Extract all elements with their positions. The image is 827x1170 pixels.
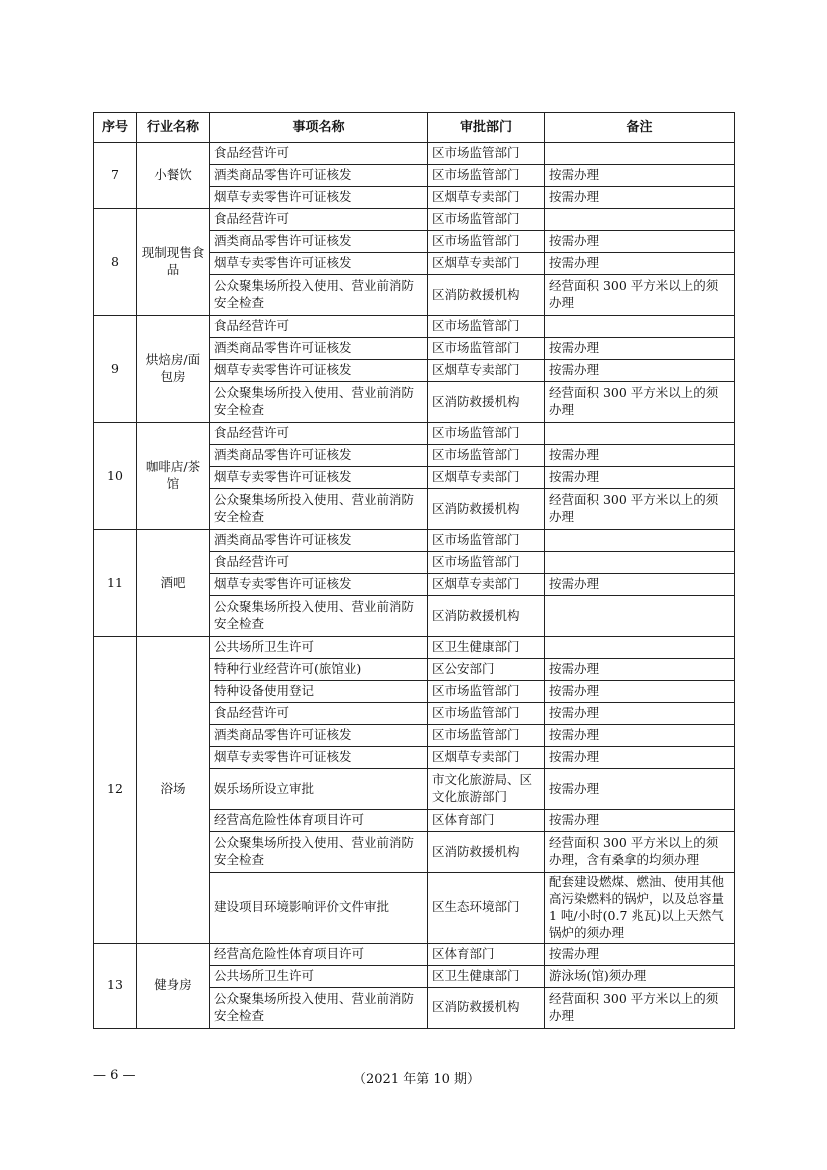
approval-dept-cell: 区市场监管部门 [428, 338, 545, 360]
industry-name-cell: 咖啡店/茶馆 [137, 423, 210, 530]
serial-no-cell: 10 [94, 423, 137, 530]
approval-dept-cell: 区烟草专卖部门 [428, 467, 545, 489]
approval-dept-cell: 区市场监管部门 [428, 530, 545, 552]
item-name-cell: 经营高危险性体育项目许可 [210, 810, 428, 832]
serial-no-cell: 12 [94, 637, 137, 944]
table-row [94, 637, 735, 659]
table-body [94, 143, 735, 1029]
approval-dept-cell: 区烟草专卖部门 [428, 574, 545, 596]
remarks-cell: 按需办理 [545, 360, 735, 382]
remarks-cell: 按需办理 [545, 231, 735, 253]
approval-dept-cell: 区卫生健康部门 [428, 637, 545, 659]
remarks-cell [545, 209, 735, 231]
item-name-cell: 酒类商品零售许可证核发 [210, 445, 428, 467]
approval-dept-cell: 区体育部门 [428, 810, 545, 832]
remarks-cell: 按需办理 [545, 943, 735, 965]
remarks-cell [545, 530, 735, 552]
approval-dept-cell: 区市场监管部门 [428, 165, 545, 187]
item-name-cell: 食品经营许可 [210, 423, 428, 445]
industry-name-cell: 现制现售食品 [137, 209, 210, 316]
item-name-cell: 食品经营许可 [210, 552, 428, 574]
approval-dept-cell: 区烟草专卖部门 [428, 253, 545, 275]
item-name-cell: 公众聚集场所投入使用、营业前消防安全检查 [210, 382, 428, 423]
remarks-cell: 按需办理 [545, 659, 735, 681]
remarks-cell: 按需办理 [545, 810, 735, 832]
remarks-cell: 按需办理 [545, 769, 735, 810]
remarks-cell: 按需办理 [545, 165, 735, 187]
item-name-cell: 烟草专卖零售许可证核发 [210, 574, 428, 596]
table-row [94, 316, 735, 338]
remarks-cell: 按需办理 [545, 725, 735, 747]
approval-dept-cell: 区烟草专卖部门 [428, 360, 545, 382]
item-name-cell: 公众聚集场所投入使用、营业前消防安全检查 [210, 275, 428, 316]
header-row [94, 113, 735, 143]
approval-dept-cell: 区体育部门 [428, 943, 545, 965]
approval-dept-cell: 区市场监管部门 [428, 143, 545, 165]
serial-no-cell: 9 [94, 316, 137, 423]
remarks-cell: 按需办理 [545, 703, 735, 725]
table-header [94, 113, 735, 143]
remarks-cell: 经营面积 300 平方米以上的须办理 [545, 489, 735, 530]
industry-name-cell: 健身房 [137, 943, 210, 1028]
item-name-cell: 酒类商品零售许可证核发 [210, 725, 428, 747]
approval-dept-cell: 区消防救援机构 [428, 987, 545, 1028]
item-name-cell: 酒类商品零售许可证核发 [210, 338, 428, 360]
serial-no-cell: 8 [94, 209, 137, 316]
remarks-cell: 按需办理 [545, 338, 735, 360]
issue-label: （2021 年第 10 期） [353, 1072, 481, 1087]
item-name-cell: 经营高危险性体育项目许可 [210, 943, 428, 965]
approval-items-table [93, 112, 735, 1029]
industry-name-cell: 烘焙房/面包房 [137, 316, 210, 423]
header-approval-dept: 审批部门 [428, 113, 545, 143]
item-name-cell: 烟草专卖零售许可证核发 [210, 187, 428, 209]
serial-no-cell: 11 [94, 530, 137, 637]
approval-dept-cell: 区生态环境部门 [428, 873, 545, 944]
approval-dept-cell: 区市场监管部门 [428, 445, 545, 467]
remarks-cell [545, 637, 735, 659]
industry-name-cell: 小餐饮 [137, 143, 210, 209]
remarks-cell: 经营面积 300 平方米以上的须办理，含有桑拿的均须办理 [545, 832, 735, 873]
header-remarks: 备注 [545, 113, 735, 143]
item-name-cell: 特种行业经营许可(旅馆业) [210, 659, 428, 681]
item-name-cell: 烟草专卖零售许可证核发 [210, 360, 428, 382]
item-name-cell: 公共场所卫生许可 [210, 965, 428, 987]
item-name-cell: 公众聚集场所投入使用、营业前消防安全检查 [210, 987, 428, 1028]
item-name-cell: 公众聚集场所投入使用、营业前消防安全检查 [210, 596, 428, 637]
item-name-cell: 烟草专卖零售许可证核发 [210, 747, 428, 769]
item-name-cell: 烟草专卖零售许可证核发 [210, 253, 428, 275]
remarks-cell: 按需办理 [545, 253, 735, 275]
approval-dept-cell: 区烟草专卖部门 [428, 747, 545, 769]
item-name-cell: 酒类商品零售许可证核发 [210, 530, 428, 552]
item-name-cell: 酒类商品零售许可证核发 [210, 231, 428, 253]
item-name-cell: 酒类商品零售许可证核发 [210, 165, 428, 187]
remarks-cell [545, 423, 735, 445]
item-name-cell: 食品经营许可 [210, 316, 428, 338]
item-name-cell: 公共场所卫生许可 [210, 637, 428, 659]
table-row [94, 530, 735, 552]
table-row [94, 143, 735, 165]
remarks-cell: 配套建设燃煤、燃油、使用其他高污染燃料的锅炉，以及总容量 1 吨/小时(0.7 兆瓦)以上天然气锅炉的须办理 [545, 873, 735, 944]
approval-dept-cell: 区消防救援机构 [428, 596, 545, 637]
approval-dept-cell: 市文化旅游局、区文化旅游部门 [428, 769, 545, 810]
remarks-cell: 按需办理 [545, 747, 735, 769]
table-row [94, 943, 735, 965]
serial-no-cell: 7 [94, 143, 137, 209]
item-name-cell: 食品经营许可 [210, 703, 428, 725]
industry-name-cell: 浴场 [137, 637, 210, 944]
item-name-cell: 娱乐场所设立审批 [210, 769, 428, 810]
remarks-cell: 经营面积 300 平方米以上的须办理 [545, 382, 735, 423]
remarks-cell: 经营面积 300 平方米以上的须办理 [545, 275, 735, 316]
approval-dept-cell: 区卫生健康部门 [428, 965, 545, 987]
item-name-cell: 公众聚集场所投入使用、营业前消防安全检查 [210, 489, 428, 530]
item-name-cell: 公众聚集场所投入使用、营业前消防安全检查 [210, 832, 428, 873]
table-row [94, 423, 735, 445]
remarks-cell: 按需办理 [545, 445, 735, 467]
header-item-name: 事项名称 [210, 113, 428, 143]
remarks-cell: 游泳场(馆)须办理 [545, 965, 735, 987]
remarks-cell: 按需办理 [545, 187, 735, 209]
item-name-cell: 烟草专卖零售许可证核发 [210, 467, 428, 489]
approval-dept-cell: 区公安部门 [428, 659, 545, 681]
item-name-cell: 特种设备使用登记 [210, 681, 428, 703]
approval-dept-cell: 区烟草专卖部门 [428, 187, 545, 209]
approval-dept-cell: 区消防救援机构 [428, 275, 545, 316]
approval-dept-cell: 区市场监管部门 [428, 316, 545, 338]
approval-dept-cell: 区消防救援机构 [428, 832, 545, 873]
industry-name-cell: 酒吧 [137, 530, 210, 637]
page-number: — 6 — [93, 1068, 136, 1083]
item-name-cell: 食品经营许可 [210, 209, 428, 231]
item-name-cell: 食品经营许可 [210, 143, 428, 165]
item-name-cell: 建设项目环境影响评价文件审批 [210, 873, 428, 944]
header-industry-name: 行业名称 [137, 113, 210, 143]
remarks-cell: 按需办理 [545, 574, 735, 596]
remarks-cell [545, 552, 735, 574]
remarks-cell: 按需办理 [545, 681, 735, 703]
approval-dept-cell: 区市场监管部门 [428, 231, 545, 253]
approval-dept-cell: 区消防救援机构 [428, 382, 545, 423]
approval-dept-cell: 区消防救援机构 [428, 489, 545, 530]
remarks-cell [545, 316, 735, 338]
serial-no-cell: 13 [94, 943, 137, 1028]
remarks-cell: 按需办理 [545, 467, 735, 489]
approval-dept-cell: 区市场监管部门 [428, 681, 545, 703]
remarks-cell [545, 143, 735, 165]
remarks-cell [545, 596, 735, 637]
approval-dept-cell: 区市场监管部门 [428, 552, 545, 574]
approval-dept-cell: 区市场监管部门 [428, 725, 545, 747]
approval-dept-cell: 区市场监管部门 [428, 209, 545, 231]
remarks-cell: 经营面积 300 平方米以上的须办理 [545, 987, 735, 1028]
approval-dept-cell: 区市场监管部门 [428, 703, 545, 725]
header-serial-no: 序号 [94, 113, 137, 143]
table-row [94, 209, 735, 231]
approval-dept-cell: 区市场监管部门 [428, 423, 545, 445]
